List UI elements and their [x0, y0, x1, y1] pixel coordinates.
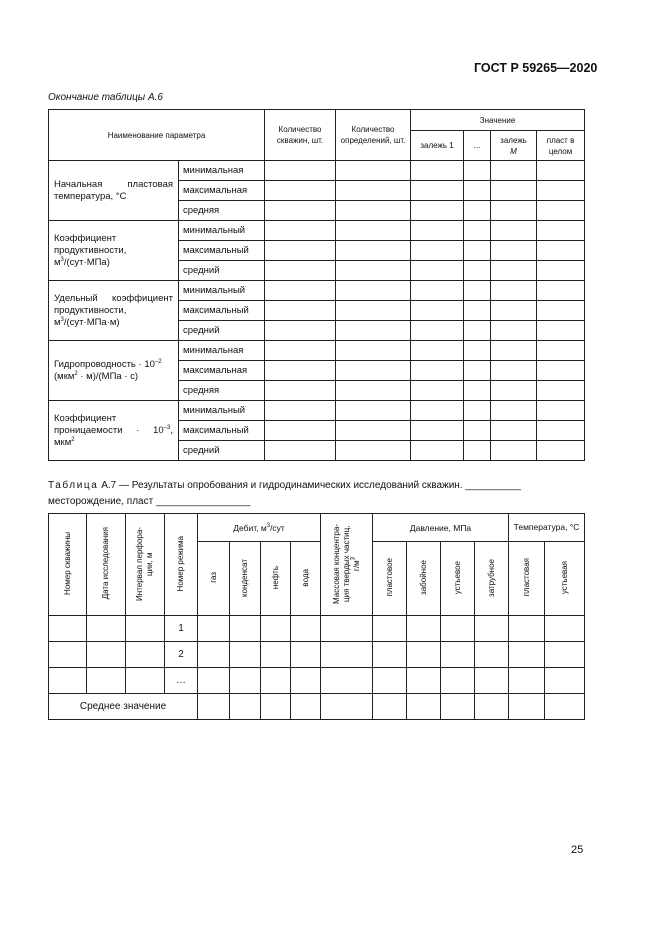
empty-cell: [336, 181, 411, 201]
empty-cell: [87, 668, 126, 694]
empty-cell: [336, 281, 411, 301]
header-pressure-annulus: затрубное: [475, 542, 509, 616]
empty-cell: [464, 381, 491, 401]
empty-cell: [464, 201, 491, 221]
parameter-name: Коэффициент проницаемости · $10^{-3}$, мкм$^2$: [49, 401, 179, 461]
empty-cell: [537, 381, 585, 401]
header-well-number: Номер скважины: [49, 514, 87, 616]
empty-cell: [336, 341, 411, 361]
empty-cell: [407, 694, 441, 720]
table-row: [49, 281, 585, 301]
empty-cell: [464, 421, 491, 441]
table-a6-caption: Окончание таблицы А.6: [48, 92, 163, 103]
header-pressure: Давление, МПа: [373, 514, 509, 542]
empty-cell: [373, 616, 407, 642]
empty-cell: [407, 668, 441, 694]
table-a6: [48, 109, 585, 461]
table-row: [49, 341, 585, 361]
empty-cell: [291, 642, 321, 668]
empty-cell: [464, 241, 491, 261]
empty-cell: [464, 301, 491, 321]
parameter-name: Коэффициент продуктивности, $м^3/(сут\cdot МПа)$: [49, 221, 179, 281]
empty-cell: [407, 616, 441, 642]
empty-cell: [537, 301, 585, 321]
header-temperature-reservoir: пластовая: [509, 542, 545, 616]
empty-cell: [537, 161, 585, 181]
empty-cell: [411, 161, 464, 181]
empty-cell: [411, 181, 464, 201]
empty-cell: [291, 616, 321, 642]
empty-cell: [230, 642, 261, 668]
header-mode-number: Номер режима: [165, 514, 198, 616]
empty-cell: [491, 281, 537, 301]
empty-cell: [537, 201, 585, 221]
empty-cell: [464, 401, 491, 421]
header-temperature: Температура, °С: [509, 514, 585, 542]
level-label: средняя: [179, 381, 265, 401]
parameter-name: Гидропроводность · $10^{-2}$ (мкм$^2$ · м)/(МПа · с): [49, 341, 179, 401]
empty-cell: [491, 181, 537, 201]
header-pressure-bottomhole: забойное: [407, 542, 441, 616]
average-row: [49, 694, 585, 720]
empty-cell: [491, 321, 537, 341]
empty-cell: [491, 261, 537, 281]
header-temperature-wellhead: устьевая: [545, 542, 585, 616]
empty-cell: [321, 694, 373, 720]
empty-cell: [537, 181, 585, 201]
header-condensate: конденсат: [230, 542, 261, 616]
empty-cell: [321, 642, 373, 668]
empty-cell: [321, 668, 373, 694]
empty-cell: [49, 642, 87, 668]
header-debit: Дебит, $м^3$/сут: [198, 514, 321, 542]
header-gas: газ: [198, 542, 230, 616]
empty-cell: [198, 642, 230, 668]
level-label: средняя: [179, 201, 265, 221]
empty-cell: [261, 642, 291, 668]
empty-cell: [509, 642, 545, 668]
empty-cell: [265, 221, 336, 241]
header-solids-concentration: Массовая концентра- ция твердых частиц, $г/м^3$: [321, 514, 373, 616]
empty-cell: [265, 201, 336, 221]
empty-cell: [545, 616, 585, 642]
empty-cell: [265, 381, 336, 401]
header-deposit-m: залежь M: [491, 131, 537, 161]
empty-cell: [411, 361, 464, 381]
empty-cell: [87, 616, 126, 642]
level-label: максимальный: [179, 421, 265, 441]
header-whole-reservoir: пласт в целом: [537, 131, 585, 161]
empty-cell: [336, 421, 411, 441]
level-label: минимальный: [179, 401, 265, 421]
mode-number: 1: [165, 616, 198, 642]
empty-cell: [491, 381, 537, 401]
page-number: 25: [571, 844, 584, 856]
empty-cell: [336, 261, 411, 281]
empty-cell: [291, 668, 321, 694]
level-label: максимальная: [179, 181, 265, 201]
header-pressure-wellhead: устьевое: [441, 542, 475, 616]
empty-cell: [475, 668, 509, 694]
empty-cell: [411, 221, 464, 241]
empty-cell: [441, 668, 475, 694]
empty-cell: [261, 668, 291, 694]
empty-cell: [336, 301, 411, 321]
empty-cell: [261, 694, 291, 720]
empty-cell: [411, 201, 464, 221]
table-row: [49, 642, 585, 668]
empty-cell: [230, 616, 261, 642]
empty-cell: [491, 201, 537, 221]
empty-cell: [537, 441, 585, 461]
level-label: максимальный: [179, 241, 265, 261]
empty-cell: [537, 241, 585, 261]
header-deposit-1: залежь 1: [411, 131, 464, 161]
header-interval: Интервал перфора- ции, м: [126, 514, 165, 616]
empty-cell: [491, 301, 537, 321]
empty-cell: [491, 421, 537, 441]
empty-cell: [265, 181, 336, 201]
empty-cell: [411, 421, 464, 441]
level-label: минимальная: [179, 161, 265, 181]
empty-cell: [491, 441, 537, 461]
empty-cell: [464, 321, 491, 341]
empty-cell: [265, 261, 336, 281]
empty-cell: [411, 401, 464, 421]
empty-cell: [537, 221, 585, 241]
empty-cell: [411, 281, 464, 301]
empty-cell: [230, 694, 261, 720]
empty-cell: [198, 668, 230, 694]
empty-cell: [491, 221, 537, 241]
empty-cell: [441, 694, 475, 720]
empty-cell: [464, 341, 491, 361]
empty-cell: [464, 161, 491, 181]
empty-cell: [373, 668, 407, 694]
empty-cell: [537, 421, 585, 441]
empty-cell: [265, 341, 336, 361]
empty-cell: [49, 668, 87, 694]
empty-cell: [441, 642, 475, 668]
table-row: [49, 401, 585, 421]
empty-cell: [126, 616, 165, 642]
empty-cell: [475, 616, 509, 642]
empty-cell: [475, 642, 509, 668]
empty-cell: [464, 181, 491, 201]
empty-cell: [491, 241, 537, 261]
empty-cell: [49, 616, 87, 642]
empty-cell: [545, 694, 585, 720]
mode-number: …: [165, 668, 198, 694]
empty-cell: [321, 616, 373, 642]
parameter-name: Удельный коэффициент продуктивности, $м^3/(сут\cdot МПа\cdot м)$: [49, 281, 179, 341]
empty-cell: [491, 161, 537, 181]
empty-cell: [407, 642, 441, 668]
level-label: средний: [179, 441, 265, 461]
average-label: Среднее значение: [49, 694, 198, 720]
header-pressure-reservoir: пластовое: [373, 542, 407, 616]
empty-cell: [464, 261, 491, 281]
standard-number: ГОСТ Р 59265—2020: [474, 61, 598, 75]
empty-cell: [265, 301, 336, 321]
empty-cell: [336, 401, 411, 421]
empty-cell: [230, 668, 261, 694]
empty-cell: [441, 616, 475, 642]
empty-cell: [475, 694, 509, 720]
empty-cell: [126, 668, 165, 694]
header-parameter: Наименование параметра: [49, 110, 265, 161]
level-label: минимальная: [179, 341, 265, 361]
header-determinations: Количество определений, шт.: [336, 110, 411, 161]
empty-cell: [537, 281, 585, 301]
empty-cell: [261, 616, 291, 642]
level-label: максимальный: [179, 301, 265, 321]
level-label: средний: [179, 321, 265, 341]
empty-cell: [537, 321, 585, 341]
empty-cell: [537, 261, 585, 281]
mode-number: 2: [165, 642, 198, 668]
empty-cell: [265, 361, 336, 381]
header-water: вода: [291, 542, 321, 616]
header-oil: нефть: [261, 542, 291, 616]
empty-cell: [491, 401, 537, 421]
level-label: средний: [179, 261, 265, 281]
level-label: максимальная: [179, 361, 265, 381]
empty-cell: [265, 281, 336, 301]
empty-cell: [265, 441, 336, 461]
empty-cell: [411, 321, 464, 341]
empty-cell: [336, 441, 411, 461]
empty-cell: [265, 401, 336, 421]
empty-cell: [411, 261, 464, 281]
empty-cell: [411, 301, 464, 321]
empty-cell: [336, 221, 411, 241]
empty-cell: [291, 694, 321, 720]
empty-cell: [411, 341, 464, 361]
empty-cell: [336, 241, 411, 261]
empty-cell: [491, 361, 537, 381]
empty-cell: [265, 421, 336, 441]
empty-cell: [411, 381, 464, 401]
empty-cell: [336, 161, 411, 181]
table-row: [49, 668, 585, 694]
level-label: минимальный: [179, 281, 265, 301]
empty-cell: [464, 441, 491, 461]
empty-cell: [509, 616, 545, 642]
empty-cell: [537, 401, 585, 421]
empty-cell: [265, 321, 336, 341]
table-row: [49, 221, 585, 241]
table-row: [49, 161, 585, 181]
empty-cell: [265, 161, 336, 181]
empty-cell: [411, 241, 464, 261]
empty-cell: [537, 341, 585, 361]
empty-cell: [464, 221, 491, 241]
table-a7: [48, 513, 585, 720]
empty-cell: [537, 361, 585, 381]
empty-cell: [336, 321, 411, 341]
header-value: Значение: [411, 110, 585, 131]
empty-cell: [336, 381, 411, 401]
empty-cell: [491, 341, 537, 361]
empty-cell: [198, 694, 230, 720]
empty-cell: [509, 668, 545, 694]
empty-cell: [336, 201, 411, 221]
level-label: минимальный: [179, 221, 265, 241]
table-a7-caption: Таблица А.7 — Результаты опробования и гидродинамических исследований скважин. __________ месторождение, пласт _________________: [48, 480, 521, 507]
empty-cell: [265, 241, 336, 261]
empty-cell: [336, 361, 411, 381]
empty-cell: [545, 642, 585, 668]
empty-cell: [126, 642, 165, 668]
empty-cell: [198, 616, 230, 642]
parameter-name: Начальная пластовая температура, °С: [49, 161, 179, 221]
empty-cell: [464, 361, 491, 381]
empty-cell: [545, 668, 585, 694]
header-wells: Количество скважин, шт.: [265, 110, 336, 161]
empty-cell: [373, 642, 407, 668]
header-dots: ...: [464, 131, 491, 161]
table-row: [49, 616, 585, 642]
empty-cell: [509, 694, 545, 720]
header-date: Дата исследования: [87, 514, 126, 616]
empty-cell: [464, 281, 491, 301]
empty-cell: [87, 642, 126, 668]
empty-cell: [373, 694, 407, 720]
empty-cell: [411, 441, 464, 461]
